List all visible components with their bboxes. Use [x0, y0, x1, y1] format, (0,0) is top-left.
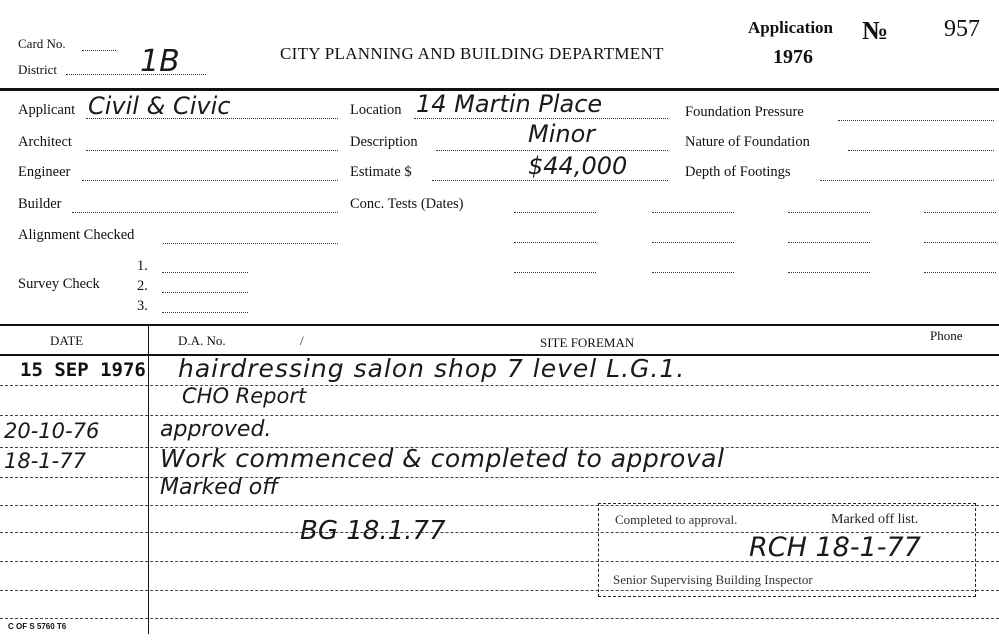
date-header: DATE	[50, 333, 84, 348]
log-text-2: CHO Report	[182, 384, 307, 408]
conc-date-line	[652, 212, 734, 213]
estimate-line	[432, 180, 668, 181]
conc-date-line	[514, 212, 596, 213]
stamp-inspector: Senior Supervising Building Inspector	[613, 572, 813, 587]
conc-date-line	[924, 272, 996, 273]
stamp-signature: RCH 18-1-77	[749, 532, 921, 563]
conc-tests-label: Conc. Tests (Dates)	[350, 196, 464, 212]
district-label: District	[18, 62, 57, 77]
conc-date-line	[788, 272, 870, 273]
estimate-value: $44,000	[528, 152, 628, 180]
application-year: 1976	[773, 46, 813, 68]
conc-date-line	[788, 242, 870, 243]
location-value: 14 Martin Place	[416, 90, 603, 118]
location-line	[414, 118, 668, 119]
log-top-border	[0, 324, 999, 326]
location-label: Location	[350, 102, 402, 118]
application-number: 957	[944, 16, 980, 42]
nature-foundation-line	[848, 150, 994, 151]
ruled-line	[0, 477, 999, 478]
log-text-4: Work commenced & completed to approval	[160, 444, 725, 473]
survey-check-label: Survey Check	[18, 276, 100, 292]
log-text-5: Marked off	[160, 475, 279, 500]
log-text-6: BG 18.1.77	[300, 516, 446, 546]
form-code: C OF S 5760 T6	[8, 622, 67, 631]
builder-line	[72, 212, 338, 213]
stamp-completed: Completed to approval.	[615, 512, 738, 527]
description-label: Description	[350, 134, 418, 150]
conc-date-line	[652, 242, 734, 243]
number-symbol: №	[862, 16, 889, 45]
log-text-1: hairdressing salon shop 7 level L.G.1.	[178, 354, 686, 383]
card-no-line	[82, 50, 116, 51]
stamp-marked-off: Marked off list.	[831, 512, 919, 527]
site-foreman-header: SITE FOREMAN	[540, 335, 635, 350]
alignment-label: Alignment Checked	[18, 227, 135, 243]
foundation-pressure-line	[838, 120, 994, 121]
foundation-pressure-label: Foundation Pressure	[685, 104, 804, 120]
da-slash: /	[300, 333, 304, 348]
conc-date-line	[924, 212, 996, 213]
applicant-label: Applicant	[18, 102, 76, 118]
application-label: Application	[748, 18, 834, 37]
phone-header: Phone	[930, 328, 963, 343]
da-no-header: D.A. No.	[178, 333, 226, 348]
conc-date-line	[788, 212, 870, 213]
description-value: Minor	[528, 120, 596, 148]
log-date-4: 18-1-77	[4, 449, 86, 473]
conc-date-line	[514, 242, 596, 243]
date-column-divider	[148, 324, 149, 634]
district-value: 1B	[140, 44, 180, 79]
ruled-line	[0, 415, 999, 416]
builder-label: Builder	[18, 196, 62, 212]
conc-date-line	[514, 272, 596, 273]
survey-item-1: 1.	[137, 258, 148, 274]
engineer-line	[82, 180, 338, 181]
approval-stamp	[598, 503, 976, 597]
card-no-label: Card No.	[18, 36, 66, 51]
survey-item-2: 2.	[137, 278, 148, 294]
depth-footings-label: Depth of Footings	[685, 164, 791, 180]
estimate-label: Estimate $	[350, 164, 412, 180]
ruled-line	[0, 618, 999, 619]
alignment-line	[163, 243, 338, 244]
depth-footings-line	[820, 180, 994, 181]
log-text-3: approved.	[160, 417, 272, 442]
architect-line	[86, 150, 338, 151]
survey-line-1	[162, 272, 248, 273]
architect-label: Architect	[18, 134, 72, 150]
survey-line-2	[162, 292, 248, 293]
applicant-value: Civil & Civic	[88, 92, 231, 120]
survey-line-3	[162, 312, 248, 313]
log-date-3: 20-10-76	[4, 419, 100, 443]
district-line	[66, 74, 206, 75]
description-line	[436, 150, 668, 151]
conc-date-line	[924, 242, 996, 243]
log-date-1: 15 SEP 1976	[20, 359, 146, 381]
nature-foundation-label: Nature of Foundation	[685, 134, 810, 150]
survey-item-3: 3.	[137, 298, 148, 314]
department-title: CITY PLANNING AND BUILDING DEPARTMENT	[280, 44, 664, 63]
engineer-label: Engineer	[18, 164, 71, 180]
conc-date-line	[652, 272, 734, 273]
ruled-line	[0, 385, 999, 386]
